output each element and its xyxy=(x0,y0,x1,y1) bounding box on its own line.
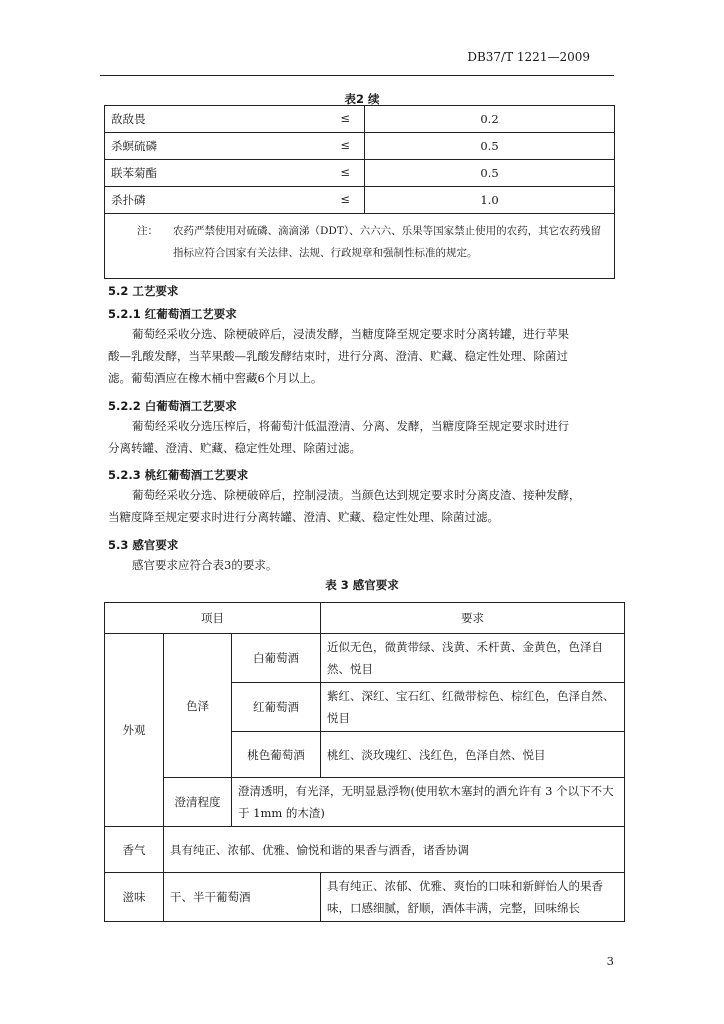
limit-value: 0.5 xyxy=(365,160,615,187)
row-name xyxy=(105,106,365,133)
section-5-2-3-line-1: 葡萄经采收分选、除梗破碎后，控制浸渍。当颜色达到规定要求时分离皮渣、接种发酵， xyxy=(132,488,581,502)
table-note-row xyxy=(105,214,615,279)
clarity-requirement: 澄清透明，有光泽，无明显悬浮物(使用软木塞封的酒允许有 3 个以下不大于 1mm 的木渣) xyxy=(232,778,625,827)
header-item: 项目 xyxy=(105,603,321,634)
row-name xyxy=(105,133,365,160)
section-5-2-2-heading: 5.2.2 白葡萄酒工艺要求 xyxy=(108,399,237,413)
le-symbol: ≤ xyxy=(340,111,350,125)
table-row xyxy=(105,187,615,214)
aroma-label: 香气 xyxy=(105,827,164,873)
section-5-2-3-heading: 5.2.3 桃红葡萄酒工艺要求 xyxy=(108,468,249,482)
note-label: 注： xyxy=(137,225,158,237)
table-row xyxy=(105,827,625,873)
table-row xyxy=(105,160,615,187)
section-5-3-text: 感官要求应符合表3的要求。 xyxy=(132,558,278,572)
appearance-label: 外观 xyxy=(105,634,164,827)
taste-label: 滋味 xyxy=(105,873,164,922)
rose-wine-label: 桃色葡萄酒 xyxy=(232,732,321,778)
table-row xyxy=(105,634,625,683)
table-header-row xyxy=(105,603,625,634)
section-5-2-1-line-1: 葡萄经采收分选、除梗破碎后，浸渍发酵，当糖度降至规定要求时分离转罐，进行苹果 xyxy=(132,327,569,341)
red-wine-requirement: 紫红、深红、宝石红、红微带棕色、棕红色，色泽自然、悦目 xyxy=(321,683,625,732)
table-row xyxy=(105,133,615,160)
clarity-label: 澄清程度 xyxy=(164,778,232,827)
le-symbol: ≤ xyxy=(340,165,350,179)
rose-wine-requirement: 桃红、淡玫瑰红、浅红色，色泽自然、悦目 xyxy=(321,732,625,778)
taste-requirement: 具有纯正、浓郁、优雅、爽怡的口味和新鲜怡人的果香味，口感细腻，舒顺，酒体丰满，完整，回味绵长 xyxy=(321,873,625,922)
table-row xyxy=(105,106,615,133)
pesticide-name: 杀螟硫磷 xyxy=(111,139,157,153)
table2-caption: 表2 续 xyxy=(344,92,380,106)
pesticide-name: 杀扑磷 xyxy=(111,193,146,207)
white-wine-label: 白葡萄酒 xyxy=(232,634,321,683)
pesticide-name: 联苯菊酯 xyxy=(111,166,157,180)
section-5-2-1-line-3: 滤。葡萄酒应在橡木桶中窖藏6个月以上。 xyxy=(108,371,323,385)
color-label: 色泽 xyxy=(164,634,232,778)
white-wine-requirement: 近似无色，微黄带绿、浅黄、禾杆黄、金黄色，色泽自然、悦目 xyxy=(321,634,625,683)
limit-value: 1.0 xyxy=(365,187,615,214)
section-5-3-heading: 5.3 感官要求 xyxy=(108,538,179,552)
note-line-1: 农药严禁使用对硫磷、滴滴涕（DDT）、六六六、乐果等国家禁止使用的农药，其它农药残留 xyxy=(173,225,602,237)
aroma-requirement: 具有纯正、浓郁、优雅、愉悦和谐的果香与酒香，诸香协调 xyxy=(164,827,625,873)
header-requirement: 要求 xyxy=(321,603,625,634)
page-number: 3 xyxy=(606,954,614,968)
header-rule xyxy=(100,75,614,76)
limit-value: 0.2 xyxy=(365,106,615,133)
section-5-2-1-heading: 5.2.1 红葡萄酒工艺要求 xyxy=(108,307,237,321)
red-wine-label: 红葡萄酒 xyxy=(232,683,321,732)
section-5-2-1-line-2: 酸—乳酸发酵，当苹果酸—乳酸发酵结束时，进行分离、澄清、贮藏、稳定性处理、除菌过 xyxy=(108,349,568,363)
le-symbol: ≤ xyxy=(340,192,350,206)
document-code: DB37/T 1221—2009 xyxy=(467,50,590,64)
section-5-2-2-line-1: 葡萄经采收分选压榨后，将葡萄汁低温澄清、分离、发酵，当糖度降至规定要求时进行 xyxy=(132,419,569,433)
pesticide-name: 敌敌畏 xyxy=(111,112,146,126)
table-row xyxy=(105,873,625,922)
table-note xyxy=(105,214,615,279)
table3-caption: 表 3 感官要求 xyxy=(325,578,399,592)
section-5-2-heading: 5.2 工艺要求 xyxy=(108,284,179,298)
row-name xyxy=(105,187,365,214)
le-symbol: ≤ xyxy=(340,138,350,152)
section-5-2-3-line-2: 当糖度降至规定要求时进行分离转罐、澄清、贮藏、稳定性处理、除菌过滤。 xyxy=(108,510,499,524)
limit-value: 0.5 xyxy=(365,133,615,160)
table3-sensory-requirements xyxy=(104,602,625,922)
section-5-2-2-line-2: 分离转罐、澄清、贮藏、稳定性处理、除菌过滤。 xyxy=(108,441,361,455)
table2-pesticide-residue xyxy=(104,105,615,279)
row-name xyxy=(105,160,365,187)
note-line-2: 指标应符合国家有关法律、法规、行政规章和强制性标准的规定。 xyxy=(173,247,478,259)
dry-wine-label: 干、半干葡萄酒 xyxy=(164,873,321,922)
table-row xyxy=(105,778,625,827)
